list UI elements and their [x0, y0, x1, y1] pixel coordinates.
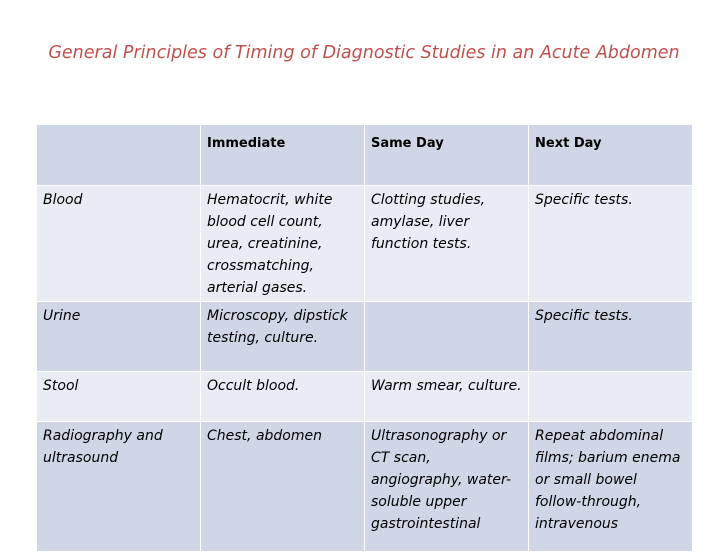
row-category: Radiography and ultrasound	[37, 422, 201, 552]
cell-next-day	[529, 372, 693, 422]
table-row-stool	[37, 372, 693, 422]
diagnostic-timing-table	[36, 124, 693, 552]
header-same-day: Same Day	[365, 125, 529, 186]
row-category: Blood	[37, 186, 201, 302]
header-immediate: Immediate	[201, 125, 365, 186]
cell-same-day	[365, 302, 529, 372]
cell-next-day: Specific tests.	[529, 186, 693, 302]
table-header-row	[37, 125, 693, 186]
header-empty-cell	[37, 125, 201, 186]
cell-immediate: Chest, abdomen	[201, 422, 365, 552]
cell-next-day: Repeat abdominal films; barium enema or small bowel follow-through, intravenous	[529, 422, 693, 552]
cell-same-day: Clotting studies, amylase, liver function tests.	[365, 186, 529, 302]
cell-immediate: Occult blood.	[201, 372, 365, 422]
header-next-day: Next Day	[529, 125, 693, 186]
row-category: Urine	[37, 302, 201, 372]
cell-next-day: Specific tests.	[529, 302, 693, 372]
cell-same-day: Ultrasonography or CT scan, angiography, water-soluble upper gastrointestinal	[365, 422, 529, 552]
cell-immediate: Microscopy, dipstick testing, culture.	[201, 302, 365, 372]
slide-title: General Principles of Timing of Diagnostic Studies in an Acute Abdomen	[48, 43, 680, 63]
table-row-urine	[37, 302, 693, 372]
cell-same-day: Warm smear, culture.	[365, 372, 529, 422]
table-row-radiography	[37, 422, 693, 552]
table-row-blood	[37, 186, 693, 302]
row-category: Stool	[37, 372, 201, 422]
cell-immediate: Hematocrit, white blood cell count, urea, creatinine, crossmatching, arterial gases.	[201, 186, 365, 302]
